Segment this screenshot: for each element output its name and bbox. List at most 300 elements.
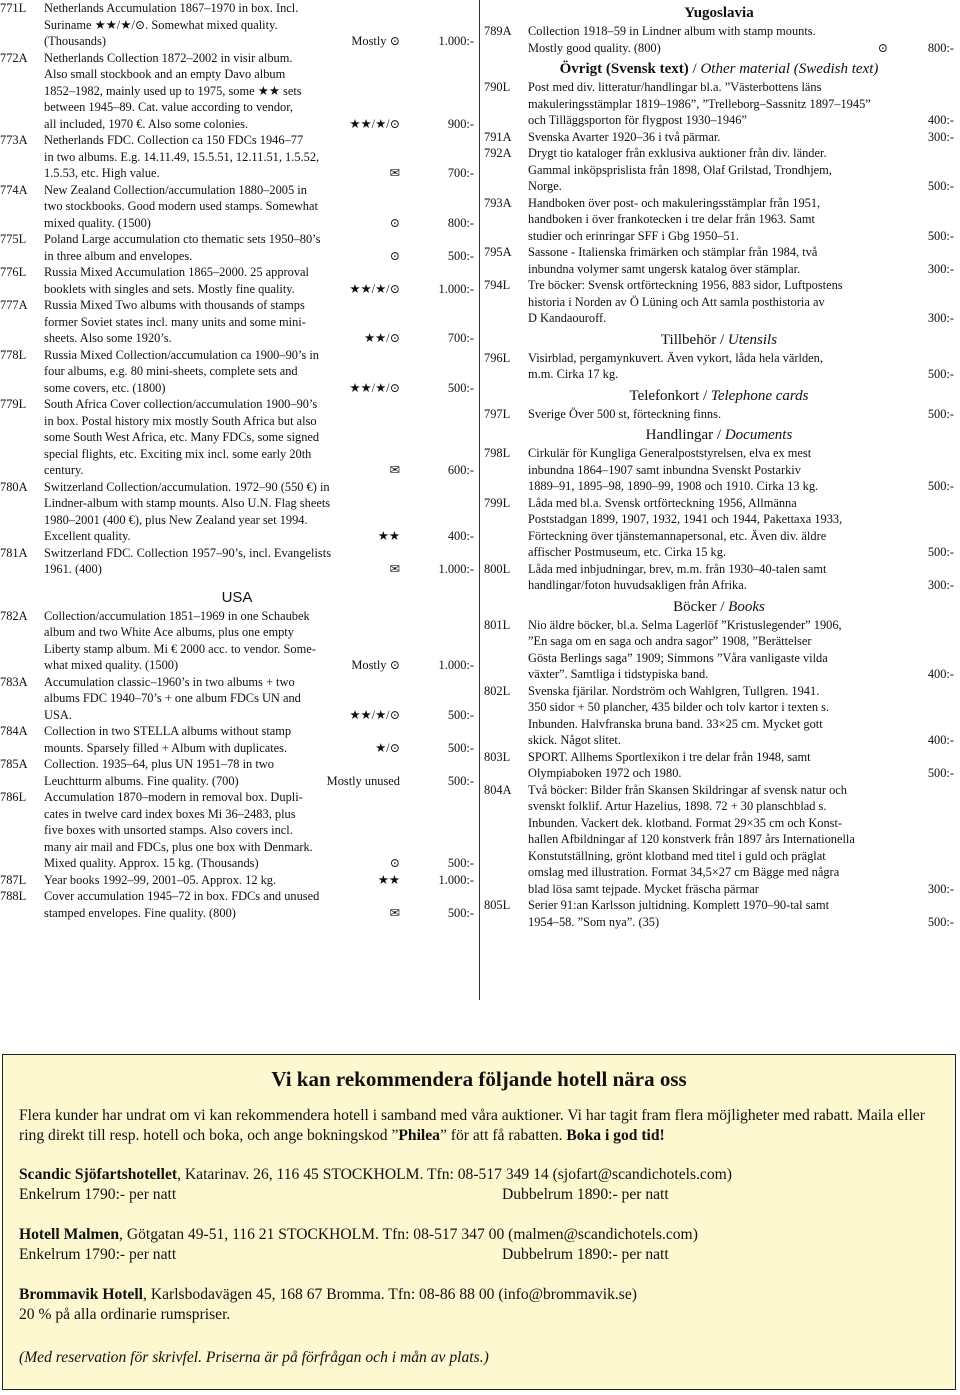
description-line: 1852–1982, mainly used up to 1975, some ★★ sets — [44, 83, 302, 98]
hotel-name: Hotell Malmen — [19, 1225, 120, 1243]
hotel-name: Scandic Sjöfartshotellet — [19, 1165, 178, 1183]
description-line: Handboken över post- och makuleringsstämplar från 1951, — [528, 195, 821, 210]
description-line: handlingar/foton huvudsakligen från Afrika. 300:- — [528, 578, 954, 592]
lot-price: 500:- — [447, 248, 474, 263]
lot-description — [44, 231, 474, 264]
description-line: 1.5.53, etc. High value. ✉ 700:- — [44, 166, 474, 180]
description-line: Mixed quality. Approx. 15 kg. (Thousands) ⊙ 500:- — [44, 856, 474, 870]
lot-entry — [484, 350, 954, 383]
description-line: inbundna 1864–1907 samt inbundna Svenskt Postarkiv — [528, 462, 801, 477]
description-line: 1954–58. ”Som nya”. (35) 500:- — [528, 914, 954, 929]
condition-mark: ⊙ — [389, 856, 400, 870]
condition-mark: Mostly ⊙ — [351, 34, 400, 48]
lot-price: 900:- — [447, 116, 474, 131]
description-line: in two albums. E.g. 14.11.49, 15.5.51, 12.11.51, 1.5.52, — [44, 149, 320, 164]
lot-number: 802L — [484, 683, 511, 698]
description-line: Sassone - Italienska frimärken och stämplar från 1984, två — [528, 245, 818, 259]
description-line: Nio äldre böcker, bl.a. Selma Lagerlöf ”Kristuslegender” 1906, — [528, 617, 842, 632]
condition-mark: Mostly ⊙ — [351, 658, 400, 672]
lot-entry — [484, 617, 954, 683]
discount-offer: 20 % på alla ordinarie rumspriser. — [19, 1306, 231, 1323]
lot-description — [528, 897, 954, 930]
lot-number: 783A — [0, 674, 28, 689]
description-line: mixed quality. (1500) ⊙ 800:- — [44, 215, 474, 230]
lot-description — [528, 277, 954, 327]
lot-number: 800L — [484, 561, 511, 576]
lot-number: 785A — [0, 757, 28, 771]
lot-price: 500:- — [927, 367, 954, 381]
lot-entry — [0, 756, 474, 789]
description-line: mounts. Sparsely filled + Album with duplicates. ★/⊙ 500:- — [44, 740, 474, 755]
condition-mark — [828, 914, 902, 931]
description-line: Netherlands Collection 1872–2002 in visir album. — [44, 50, 293, 65]
description-line: Gösta Berlings saga” 1909; Simmons ”Våra vanligaste vilda — [528, 650, 828, 665]
lot-price: 300:- — [927, 578, 954, 592]
condition-mark: Mostly unused — [326, 773, 400, 788]
description-line: albums FDC 1940–70’s + one album FDCs UN and — [44, 691, 301, 705]
hotel-name: Brommavik Hotell — [19, 1285, 144, 1303]
description-line: 1889–91, 1895–98, 1890–99, 1908 och 1910. Cirka 13 kg. 500:- — [528, 479, 954, 493]
lot-entry — [0, 674, 474, 724]
description-line: Post med div. litteratur/handlingar bl.a. ”Västerbottens läns — [528, 80, 822, 94]
condition-mark: ⊙ — [877, 40, 888, 55]
reservation-note: (Med reservation för skrivfel. Priserna är på förfrågan och i mån av plats.) — [19, 1348, 489, 1366]
description-line: between 1945–89. Cat. value according to vendor, — [44, 100, 293, 114]
description-line: Year books 1992–99, 2001–05. Approx. 12 kg. ★★ 1.000:- — [44, 872, 474, 887]
description-line: South Africa Cover collection/accumulation 1900–90’s — [44, 397, 318, 411]
description-line: Russia Mixed Accumulation 1865–2000. 25 approval — [44, 265, 309, 279]
lot-entry — [0, 347, 474, 397]
lot-price: 800:- — [927, 40, 954, 55]
description-line: SPORT. Allhems Sportlexikon i tre delar från 1948, samt — [528, 749, 811, 764]
lot-price: 1.000:- — [438, 872, 474, 887]
lot-number: 771L — [0, 1, 27, 15]
description-line: Två böcker: Bilder från Skansen Skildringar af svensk natur och — [528, 782, 847, 797]
hotel-recommendation-box — [2, 1054, 956, 1390]
condition-mark: ★/⊙ — [375, 740, 400, 755]
lot-description — [528, 145, 954, 195]
lot-number: 799L — [484, 495, 511, 510]
description-line: ”En saga om en saga och andra sagor” 1908, ”Berättelser — [528, 634, 812, 648]
hotel-entry-brommavik: Brommavik Hotell, Karlsbodavägen 45, 168 67 Bromma. Tfn: 08-86 88 00 (info@brommavik.se) 20 % på alla ordinarie rumspriser. — [19, 1285, 939, 1326]
lot-price: 400:- — [927, 667, 954, 681]
description-line: Netherlands Accumulation 1867–1970 in box. Incl. — [44, 1, 299, 15]
description-line: two stockbooks. Good modern used stamps. Somewhat — [44, 199, 318, 213]
description-line: Drygt tio kataloger från exklusiva auktioner från div. länder. — [528, 146, 827, 160]
lot-description — [528, 749, 954, 782]
section-heading: USA — [221, 588, 253, 606]
description-line: sheets. Also some 1920’s. ★★/⊙ 700:- — [44, 331, 474, 345]
booking-code: Philea — [398, 1127, 440, 1144]
hotel-box-title: Vi kan rekommendera följande hotell nära oss — [271, 1067, 687, 1091]
hotel-intro: Flera kunder har undrat om vi kan rekommendera hotell i samband med våra auktioner. Vi har tagit fram flera möjligheter med rabatt. Maila eller ring direkt till resp. hotell och boka, och ange bokningskod ”Philea” för att få rabatten. Boka i god tid! — [19, 1106, 925, 1144]
lot-number: 796L — [484, 350, 511, 365]
lot-number: 791A — [484, 129, 512, 144]
lot-price: 500:- — [927, 545, 954, 559]
lot-description — [44, 182, 474, 232]
lot-price: 500:- — [447, 856, 474, 870]
lot-number: 778L — [0, 347, 27, 362]
description-line: Tre böcker: Svensk ortförteckning 1956, 883 sidor, Luftpostens — [528, 278, 843, 292]
description-line: booklets with singles and sets. Mostly fine quality. ★★/★/⊙ 1.000:- — [44, 281, 474, 296]
description-line: handboken i över frankotecken i tre delar från 1963. Samt — [528, 212, 815, 226]
lot-description — [44, 132, 474, 182]
condition-mark — [828, 406, 902, 423]
lot-price: 700:- — [447, 166, 474, 180]
description-line: cates in twelve card index boxes Mi 36–2483, plus — [44, 806, 296, 821]
lot-entry — [484, 129, 954, 146]
lot-entry — [484, 897, 954, 930]
description-line: (Thousands) Mostly ⊙ 1.000:- — [44, 34, 474, 48]
lot-description — [528, 683, 954, 749]
lot-entry — [0, 545, 474, 578]
description-line: blad lösa samt tejpade. Mycket fräscha pärmar 300:- — [528, 881, 954, 896]
lot-price: 500:- — [927, 228, 954, 243]
description-line: Låda med bl.a. Svensk ortförteckning 1956, Allmänna — [528, 495, 797, 510]
lot-description — [44, 347, 474, 397]
lot-entry — [484, 277, 954, 327]
description-line: omslag med illustration. Format 34,5×27 cm Bägge med några — [528, 865, 840, 879]
lot-number: 787L — [0, 872, 27, 887]
description-line: Lindner-album with stamp mounts. Also U.N. Flag sheets — [44, 496, 331, 510]
lot-description — [44, 479, 474, 545]
lot-number: 775L — [0, 232, 27, 246]
condition-mark — [828, 881, 902, 898]
lot-entry — [0, 231, 474, 264]
description-line: Inbunden. Halvfranska bruna band. 33×25 cm. Mycket gott — [528, 716, 823, 731]
lot-number: 795A — [484, 245, 512, 259]
lot-price: 500:- — [447, 740, 474, 755]
description-line: Suriname ★★/★/⊙. Somewhat mixed quality. — [44, 17, 278, 32]
lot-description — [44, 264, 474, 297]
description-line: studier och erinringar SFF i Gbg 1950–51. 500:- — [528, 228, 954, 243]
description-line: USA. ★★/★/⊙ 500:- — [44, 707, 474, 722]
description-line: hallen Afbildningar af 120 konstverk från 1897 års Internationella — [528, 832, 855, 846]
lot-number: 792A — [484, 146, 512, 160]
description-line: Cover accumulation 1945–72 in box. FDCs and unused — [44, 889, 320, 903]
lot-price: 500:- — [927, 914, 954, 929]
lot-number: 805L — [484, 898, 511, 912]
description-line: m.m. Cirka 17 kg. 500:- — [528, 367, 954, 381]
lot-description — [44, 396, 474, 479]
lot-description — [44, 297, 474, 347]
lot-entry — [484, 782, 954, 898]
condition-mark: ✉ — [389, 562, 400, 576]
description-line: Russia Mixed Collection/accumulation ca 1900–90’s in — [44, 347, 319, 362]
description-line: Accumulation classic–1960’s in two albums + two — [44, 674, 295, 689]
condition-mark: ★★/★/⊙ — [349, 707, 400, 722]
condition-mark: ★★/★/⊙ — [349, 281, 400, 296]
description-line: album and two White Ace albums, plus one empty — [44, 625, 294, 639]
lot-description — [528, 79, 954, 129]
lot-price: 300:- — [927, 129, 954, 144]
condition-mark — [828, 112, 902, 129]
description-line: former Soviet states incl. many units and some mini- — [44, 314, 306, 329]
section-heading: Handlingar / Documents — [645, 427, 793, 443]
description-line: some South West Africa, etc. Many FDCs, some signed — [44, 430, 320, 444]
lot-price: 800:- — [447, 215, 474, 230]
condition-mark: ★★ — [377, 529, 400, 543]
description-line: inbundna volymer samt ungersk katalog över stämplar. 300:- — [528, 261, 954, 276]
right-column — [484, 0, 954, 930]
lot-number: 780A — [0, 479, 28, 494]
description-line: Olympiaboken 1972 och 1980. 500:- — [528, 766, 954, 780]
hotel-entry-malmen: Hotell Malmen, Götgatan 49-51, 116 21 STOCKHOLM. Tfn: 08-517 347 00 (malmen@scandichotels.com) Enkelrum 1790:- per natt Dubbelrum 1890:- per natt — [19, 1225, 939, 1266]
description-line: Netherlands FDC. Collection ca 150 FDCs 1946–77 — [44, 133, 304, 147]
lot-entry — [0, 0, 474, 50]
description-line: och Tilläggsporton för flygpost 1930–1946” 400:- — [528, 113, 954, 127]
lot-description — [528, 782, 954, 898]
condition-mark: ✉ — [389, 905, 400, 920]
description-line: D Kandaouroff. 300:- — [528, 311, 954, 325]
lot-price: 300:- — [927, 881, 954, 896]
description-line: svenskt folklif. Artur Hazelius, 1898. 72 + 30 planschblad s. — [528, 799, 827, 813]
lot-entry — [484, 406, 954, 423]
lot-price: 700:- — [447, 331, 474, 345]
lot-entry — [484, 749, 954, 782]
lot-description — [44, 608, 474, 674]
lot-price: 500:- — [447, 905, 474, 920]
description-line: makuleringsstämplar 1819–1986”, ”Trelleborg–Sassnitz 1897–1945” — [528, 96, 871, 111]
lot-price: 1.000:- — [438, 658, 474, 672]
lot-price: 600:- — [447, 463, 474, 477]
lot-number: 789A — [484, 24, 512, 38]
section-heading: Telefonkort / Telephone cards — [629, 387, 809, 404]
description-line: Collection in two STELLA albums without stamp — [44, 724, 292, 738]
condition-mark — [828, 261, 902, 278]
lot-price: 500:- — [447, 773, 474, 788]
lot-number: 774A — [0, 182, 28, 197]
left-column — [0, 0, 474, 921]
lot-entry — [0, 723, 474, 756]
lot-number: 790L — [484, 80, 511, 94]
lot-number: 794L — [484, 278, 511, 292]
lot-price: 500:- — [927, 406, 954, 421]
lot-entry — [0, 297, 474, 347]
hotel-entry-scandic: Scandic Sjöfartshotellet, Katarinav. 26, 116 45 STOCKHOLM. Tfn: 08-517 349 14 (sjofart@scandichotels.com) Enkelrum 1790:- per natt Dubbelrum 1890:- per natt — [19, 1165, 939, 1206]
lot-description — [44, 723, 474, 756]
section-heading: Övrigt (Svensk text) / Other material (Swedish text) — [559, 61, 879, 77]
single-room-price: Enkelrum 1790:- per natt — [19, 1186, 177, 1203]
description-line: Svenska Avarter 1920–36 i två pärmar. 300:- — [528, 129, 954, 144]
description-line: Svenska fjärilar. Nordström och Wahlgren, Tullgren. 1941. — [528, 683, 820, 698]
description-line: historia i Norden av Ö Lüning och Att samla posthistoria av — [528, 294, 825, 309]
lot-price: 400:- — [927, 113, 954, 127]
lot-entry — [0, 132, 474, 182]
description-line: Also small stockbook and an empty Davo album — [44, 67, 286, 81]
description-line: Cirkulär för Kungliga Generalpoststyrelsen, elva ex mest — [528, 446, 812, 460]
lot-description — [44, 872, 474, 889]
double-room-price: Dubbelrum 1890:- per natt — [502, 1186, 669, 1203]
condition-mark — [828, 178, 902, 195]
description-line: Gammal inköpsprislista från 1898, Olaf Grilstad, Trondhjem, — [528, 162, 832, 177]
lot-price: 300:- — [927, 311, 954, 325]
lot-number: 786L — [0, 790, 27, 804]
description-line: 1961. (400) ✉ 1.000:- — [44, 562, 474, 576]
lot-number: 803L — [484, 749, 511, 764]
lot-entry — [0, 50, 474, 133]
description-line: Mostly good quality. (800) ⊙ 800:- — [528, 40, 954, 55]
lot-description — [528, 445, 954, 495]
description-line: Excellent quality. ★★ 400:- — [44, 529, 474, 543]
description-line: Poland Large accumulation cto thematic sets 1950–80’s — [44, 232, 321, 246]
description-line: Liberty stamp album. Mi € 2000 acc. to vendor. Some- — [44, 641, 316, 656]
lot-number: 801L — [484, 617, 511, 632]
condition-mark — [828, 228, 902, 245]
lot-number: 777A — [0, 298, 28, 312]
description-line: växter”. Samtliga i tidstypiska band. 400:- — [528, 667, 954, 681]
lot-entry — [484, 23, 954, 56]
description-line: in three album and envelopes. ⊙ 500:- — [44, 248, 474, 263]
condition-mark: ✉ — [389, 166, 400, 180]
description-line: Inbunden. Vackert dek. klotband. Format 29×35 cm och Konst- — [528, 815, 843, 830]
description-line: skick. Något slitet. 400:- — [528, 733, 954, 747]
description-line: 1980–2001 (400 €), plus New Zealand year set 1994. — [44, 512, 308, 527]
lot-price: 1.000:- — [438, 562, 474, 576]
lot-description — [528, 129, 954, 146]
description-line: Collection/accumulation 1851–1969 in one Schaubek — [44, 608, 310, 623]
lot-description — [44, 50, 474, 133]
description-line: Visirblad, pergamynkuvert. Även vykort, låda hela världen, — [528, 350, 823, 365]
condition-mark — [828, 310, 902, 327]
condition-mark: ★★/★/⊙ — [349, 380, 400, 395]
description-line: Konstutställning, grönt klotband med titel i guld och präglat — [528, 848, 826, 863]
lot-description — [528, 495, 954, 561]
condition-mark — [828, 666, 902, 683]
description-line: Accumulation 1870–modern in removal box. Dupli- — [44, 790, 303, 804]
description-line: in box. Postal history mix mostly South Africa but also — [44, 413, 317, 428]
condition-mark — [828, 129, 902, 146]
condition-mark: ✉ — [389, 463, 400, 477]
lot-number: 772A — [0, 50, 28, 65]
description-line: stamped envelopes. Fine quality. (800) ✉ 500:- — [44, 905, 474, 920]
description-line: all included, 1970 €. Also some colonies. ★★/★/⊙ 900:- — [44, 116, 474, 131]
lot-number: 779L — [0, 397, 27, 411]
condition-mark — [828, 577, 902, 594]
lot-description — [528, 195, 954, 245]
lot-price: 500:- — [447, 707, 474, 722]
description-line: Förteckning över tjänstemannapersonal, etc. Även div. äldre — [528, 528, 827, 543]
condition-mark — [828, 732, 902, 749]
lot-entry — [484, 495, 954, 561]
lot-number: 797L — [484, 406, 511, 421]
description-line: century. ✉ 600:- — [44, 463, 474, 477]
lot-description — [44, 756, 474, 789]
description-line: affischer Postmuseum, etc. Cirka 15 kg. 500:- — [528, 545, 954, 559]
lot-description — [528, 23, 954, 56]
description-line: what mixed quality. (1500) Mostly ⊙ 1.000:- — [44, 658, 474, 672]
description-line: 350 sidor + 50 plancher, 435 bilder och tolv kartor i texten s. — [528, 700, 830, 714]
condition-mark: ★★ — [377, 872, 400, 887]
section-heading: Böcker / Books — [673, 598, 765, 615]
lot-price: 300:- — [927, 261, 954, 276]
condition-mark — [828, 544, 902, 561]
description-line: some covers, etc. (1800) ★★/★/⊙ 500:- — [44, 380, 474, 395]
lot-number: 804A — [484, 782, 512, 797]
description-line: Russia Mixed Two albums with thousands of stamps — [44, 298, 305, 312]
lot-description — [44, 0, 474, 50]
lot-description — [44, 789, 474, 872]
lot-number: 798L — [484, 446, 511, 460]
lot-price: 400:- — [927, 733, 954, 747]
lot-description — [44, 888, 474, 921]
description-line: many air mail and FDCs, plus one box with Denmark. — [44, 839, 313, 854]
lot-entry — [0, 396, 474, 479]
double-room-price: Dubbelrum 1890:- per natt — [502, 1246, 669, 1263]
lot-price: 500:- — [927, 179, 954, 193]
lot-price: 500:- — [927, 479, 954, 493]
single-room-price: Enkelrum 1790:- per natt — [19, 1246, 177, 1263]
lot-description — [528, 617, 954, 683]
lot-number: 788L — [0, 889, 27, 903]
lot-number: 784A — [0, 724, 28, 738]
condition-mark: ★★/★/⊙ — [349, 116, 400, 131]
lot-entry — [0, 608, 474, 674]
lot-price: 400:- — [447, 529, 474, 543]
lot-number: 773A — [0, 133, 28, 147]
condition-mark: ⊙ — [389, 248, 400, 263]
lot-price: 500:- — [447, 380, 474, 395]
lot-price: 1.000:- — [438, 281, 474, 296]
description-line: Serier 91:an Karlsson jultidning. Komplett 1970–90-tal samt — [528, 898, 830, 912]
description-line: Switzerland Collection/accumulation. 1972–90 (550 €) in — [44, 479, 330, 494]
lot-entry — [484, 244, 954, 277]
lot-number: 776L — [0, 265, 27, 279]
description-line: Leuchtturm albums. Fine quality. (700) Mostly unused 500:- — [44, 773, 474, 788]
lot-price: 500:- — [927, 766, 954, 780]
description-line: four albums, e.g. 80 mini-sheets, complete sets and — [44, 364, 298, 378]
lot-entry — [484, 195, 954, 245]
description-line: five boxes with unsorted stamps. Also covers incl. — [44, 823, 293, 837]
lot-description — [528, 406, 954, 423]
lot-entry — [484, 79, 954, 129]
description-line: Låda med inbjudningar, brev, m.m. från 1930–40-talen samt — [528, 561, 827, 576]
lot-entry — [0, 888, 474, 921]
lot-description — [44, 674, 474, 724]
description-line: Poststadgan 1899, 1907, 1932, 1941 och 1944, Pakettaxa 1933, — [528, 512, 843, 526]
condition-mark — [828, 765, 902, 782]
lot-entry — [484, 145, 954, 195]
condition-mark: ★★/⊙ — [363, 331, 400, 345]
description-line: special flights, etc. Exciting mix incl. some early 20th — [44, 446, 312, 461]
description-line: Collection 1918–59 in Lindner album with stamp mounts. — [528, 24, 816, 38]
lot-number: 781A — [0, 545, 28, 560]
lot-number: 793A — [484, 195, 512, 210]
lot-entry — [0, 479, 474, 545]
lot-price: 1.000:- — [438, 34, 474, 48]
description-line: Collection. 1935–64, plus UN 1951–78 in two — [44, 757, 274, 771]
lot-description — [528, 350, 954, 383]
description-line: New Zealand Collection/accumulation 1880–2005 in — [44, 182, 307, 197]
description-line: Sverige Över 500 st, förteckning finns. 500:- — [528, 406, 954, 421]
section-heading: Tillbehör / Utensils — [660, 331, 778, 348]
lot-entry — [484, 561, 954, 594]
condition-mark — [828, 478, 902, 495]
lot-entry — [0, 872, 474, 889]
condition-mark — [828, 366, 902, 383]
lot-entry — [484, 445, 954, 495]
description-line: Switzerland FDC. Collection 1957–90’s, incl. Evangelists — [44, 545, 332, 560]
lot-description — [528, 244, 954, 277]
lot-entry — [0, 789, 474, 872]
section-heading: Yugoslavia — [684, 5, 754, 21]
lot-entry — [484, 683, 954, 749]
lot-number: 782A — [0, 608, 28, 623]
lot-entry — [0, 182, 474, 232]
description-line: Norge. 500:- — [528, 179, 954, 193]
lot-entry — [0, 264, 474, 297]
lot-description — [44, 545, 474, 578]
